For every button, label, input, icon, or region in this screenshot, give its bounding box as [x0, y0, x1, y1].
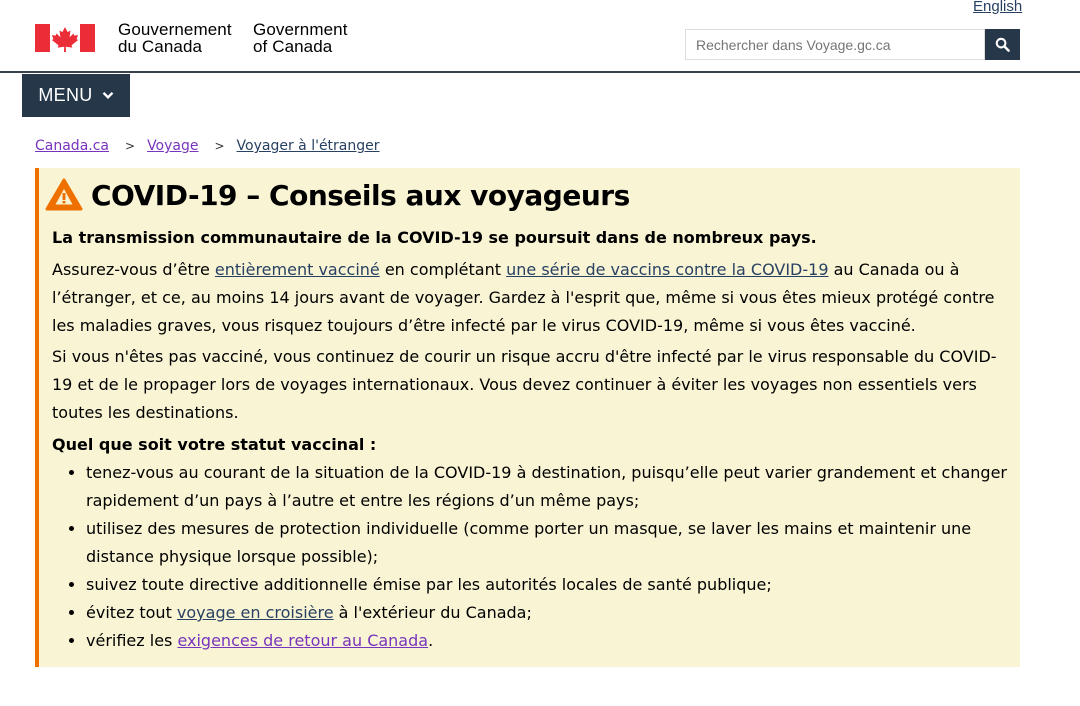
breadcrumb [35, 138, 380, 154]
signature-english[interactable] [253, 21, 348, 55]
signature-english-line-2: of Canada [253, 37, 333, 56]
list-item [86, 627, 1007, 655]
language-toggle-link[interactable]: English [973, 0, 1023, 15]
breadcrumb-separator: > [214, 139, 225, 153]
alert-paragraph-unvaccinated: Si vous n'êtes pas vacciné, vous continuez de courir un risque accru d'être infecté par le virus responsable du COVID-19 et de le propager lors de voyages internationaux. Vous devez continuer à éviter les voyages non essentiels vers toutes les destinations. [52, 347, 997, 422]
alert-paragraph-vaccination [52, 256, 1007, 340]
fully-vaccinated-link[interactable]: entièrement vacciné [214, 260, 380, 279]
text-segment: évitez tout [86, 603, 177, 622]
menu-label: MENU [38, 85, 93, 105]
search-input[interactable] [685, 29, 985, 60]
signature-french-line-2: du Canada [118, 37, 203, 56]
text-segment: . [428, 631, 434, 650]
breadcrumb-link-voyage[interactable]: Voyage [147, 138, 199, 154]
text-segment: vérifiez les [86, 631, 178, 650]
signature-french-line-1: Gouvernement [118, 20, 232, 39]
list-heading: Quel que soit votre statut vaccinal : [52, 435, 377, 454]
canada-flag-icon[interactable] [35, 24, 95, 52]
search-button[interactable] [985, 29, 1020, 60]
text-segment: en complétant [379, 260, 507, 279]
vaccine-series-link[interactable]: une série de vaccins contre la COVID-19 [506, 260, 829, 279]
signature-english-line-1: Government [253, 20, 348, 39]
list-item [86, 599, 1007, 627]
text-segment: au Canada ou à l’étranger, et ce, au moins 14 jours avant de voyager. Gardez à l'esprit que, même si vous êtes mieux protégé contre les maladies graves, vous risquez toujours d’être infecté par le virus COVID-19, même si vous êtes vacciné. [52, 260, 995, 335]
chevron-down-icon [102, 91, 114, 100]
breadcrumb-separator: > [125, 139, 136, 153]
return-requirements-link[interactable]: exigences de retour au Canada [177, 631, 429, 650]
list-item: • utilisez des mesures de protection individuelle (comme porter un masque, se laver les mains et maintenir une distance physique lorsque possible); [86, 515, 1007, 571]
warning-icon [45, 178, 83, 212]
list-item: • tenez-vous au courant de la situation de la COVID-19 à destination, puisqu’elle peut varier grandement et changer rapidement d’un pays à l’autre et entre les régions d’un même pays; [86, 459, 1007, 515]
alert-title [45, 178, 630, 212]
alert-title-text: COVID-19 – Conseils aux voyageurs [91, 178, 630, 212]
text-segment: Assurez-vous d’être [52, 260, 215, 279]
breadcrumb-link-voyager-etranger[interactable]: Voyager à l'étranger [236, 138, 380, 154]
search-icon [995, 37, 1010, 52]
menu-button[interactable] [22, 74, 130, 117]
cruise-travel-link[interactable]: voyage en croisière [176, 603, 334, 622]
covid-alert-box [35, 168, 1020, 667]
alert-lead: La transmission communautaire de la COVID-19 se poursuit dans de nombreux pays. [52, 228, 817, 247]
advice-list [52, 459, 1007, 655]
header-divider [0, 71, 1080, 73]
text-segment: à l'extérieur du Canada; [333, 603, 532, 622]
alert-body [52, 224, 1007, 655]
breadcrumb-link-canada[interactable]: Canada.ca [35, 138, 109, 154]
signature-french[interactable] [118, 21, 232, 55]
list-item: • suivez toute directive additionnelle émise par les autorités locales de santé publique; [86, 571, 1007, 599]
